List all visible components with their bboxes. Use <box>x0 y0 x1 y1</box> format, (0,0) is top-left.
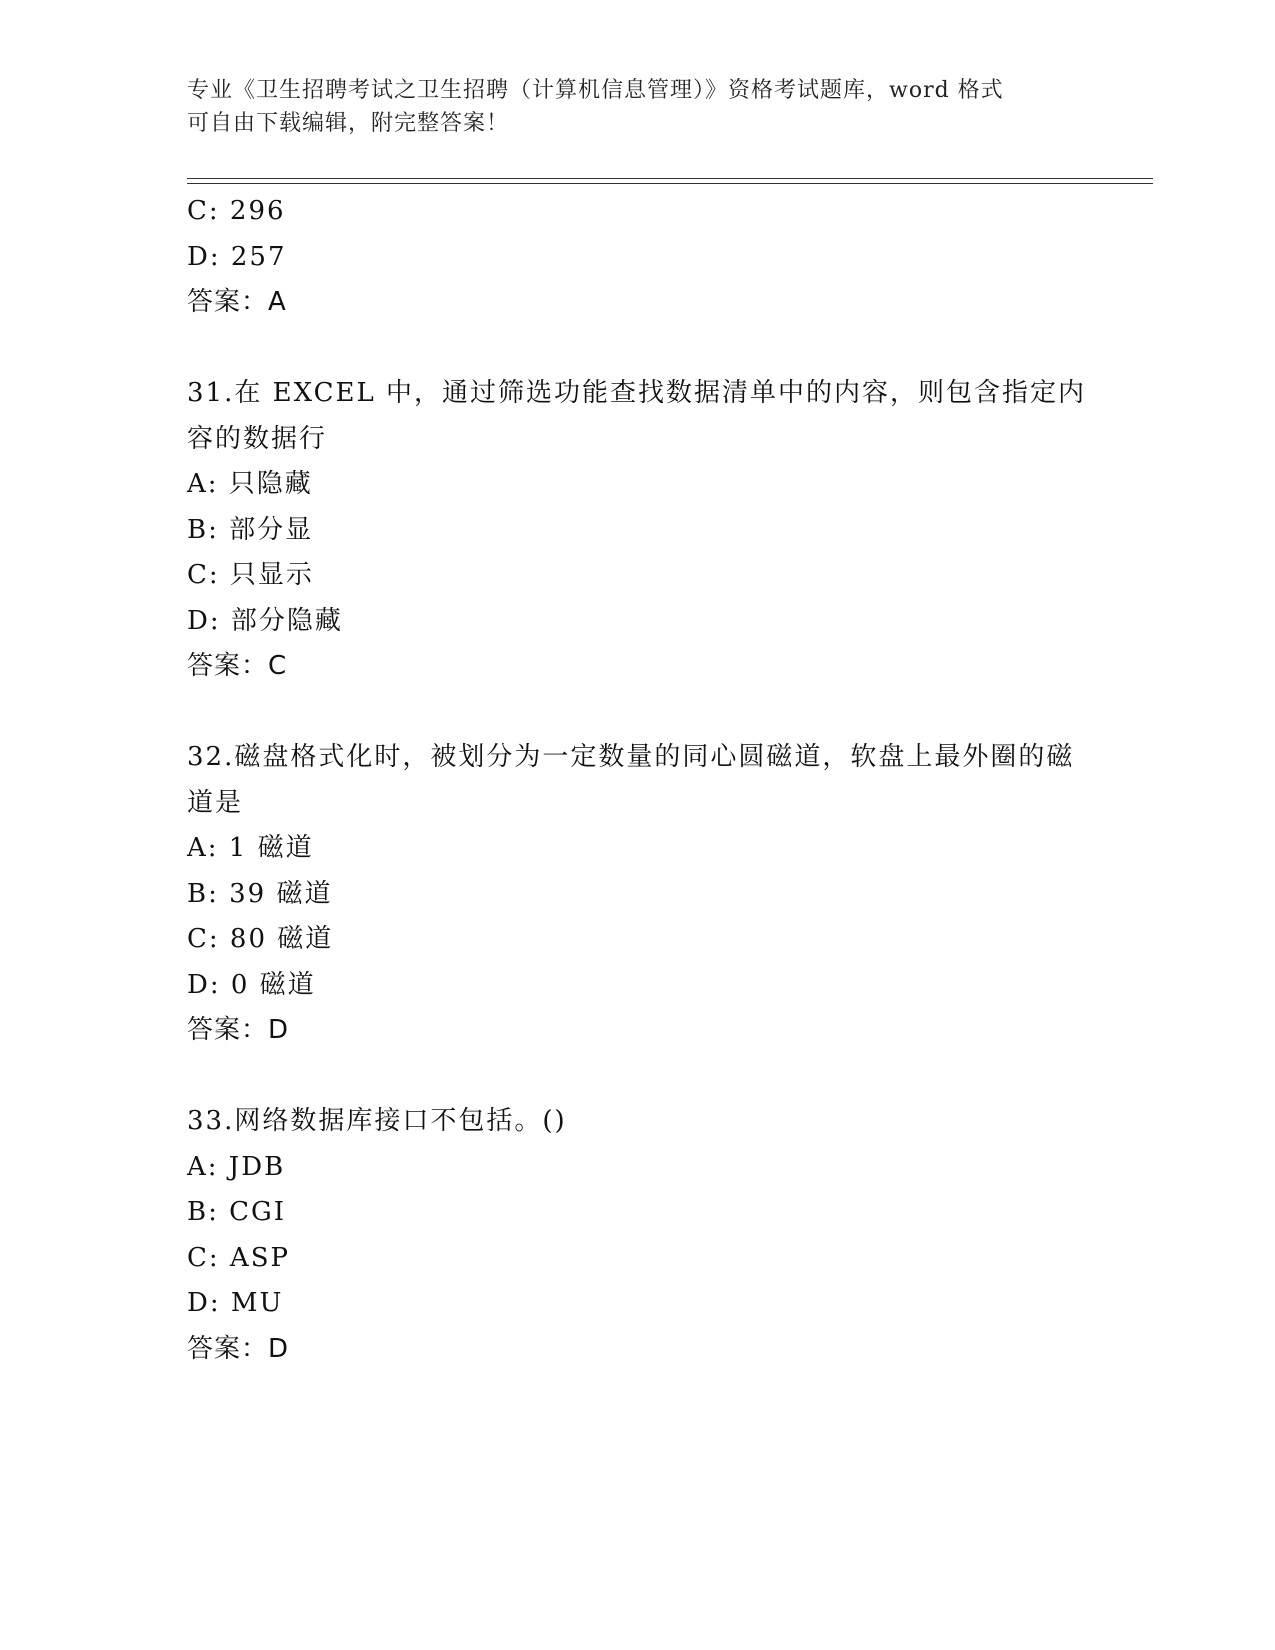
option-c: C: 只显示 <box>187 560 314 590</box>
option-d: D: MU <box>187 1288 284 1318</box>
spacer <box>187 326 1087 372</box>
header-divider-thin <box>187 183 1153 184</box>
option-c: C: 296 <box>187 196 286 226</box>
option-b: B: 39 磁道 <box>187 878 333 909</box>
option-a: A: 只隐藏 <box>187 469 313 499</box>
spacer <box>187 1054 1087 1100</box>
header-line-2: 可自由下载编辑，附完整答案！ <box>187 111 510 136</box>
question-stem: 32.磁盘格式化时，被划分为一定数量的同心圆磁道，软盘上最外圈的磁道是 <box>187 742 1075 818</box>
question-content <box>187 189 1087 1372</box>
question-32 <box>187 735 1087 1054</box>
option-b: B: CGI <box>187 1197 287 1227</box>
question-stem: 31.在 EXCEL 中，通过筛选功能查找数据清单中的内容，则包含指定内容的数据行 <box>187 378 1087 454</box>
header-line-1: 专业《卫生招聘考试之卫生招聘（计算机信息管理）》资格考试题库，word 格式 <box>187 78 1004 103</box>
option-d: D: 257 <box>187 241 287 272</box>
document-header <box>187 74 1067 140</box>
question-stem: 33.网络数据库接口不包括。() <box>187 1106 567 1136</box>
option-a: A: JDB <box>187 1151 286 1182</box>
question-31 <box>187 371 1087 690</box>
option-c: C: 80 磁道 <box>187 924 334 954</box>
option-d: D: 0 磁道 <box>187 969 316 1000</box>
option-c: C: ASP <box>187 1242 290 1273</box>
option-b: B: 部分显 <box>187 514 314 545</box>
answer-line: 答案：A <box>187 287 287 317</box>
header-divider-thick <box>187 178 1153 179</box>
option-a: A: 1 磁道 <box>187 833 314 863</box>
option-d: D: 部分隐藏 <box>187 605 343 636</box>
question-33 <box>187 1099 1087 1372</box>
answer-line: 答案：D <box>187 1015 290 1045</box>
answer-line: 答案：D <box>187 1333 290 1364</box>
spacer <box>187 690 1087 736</box>
carryover-question <box>187 189 1087 326</box>
answer-line: 答案：C <box>187 651 288 681</box>
